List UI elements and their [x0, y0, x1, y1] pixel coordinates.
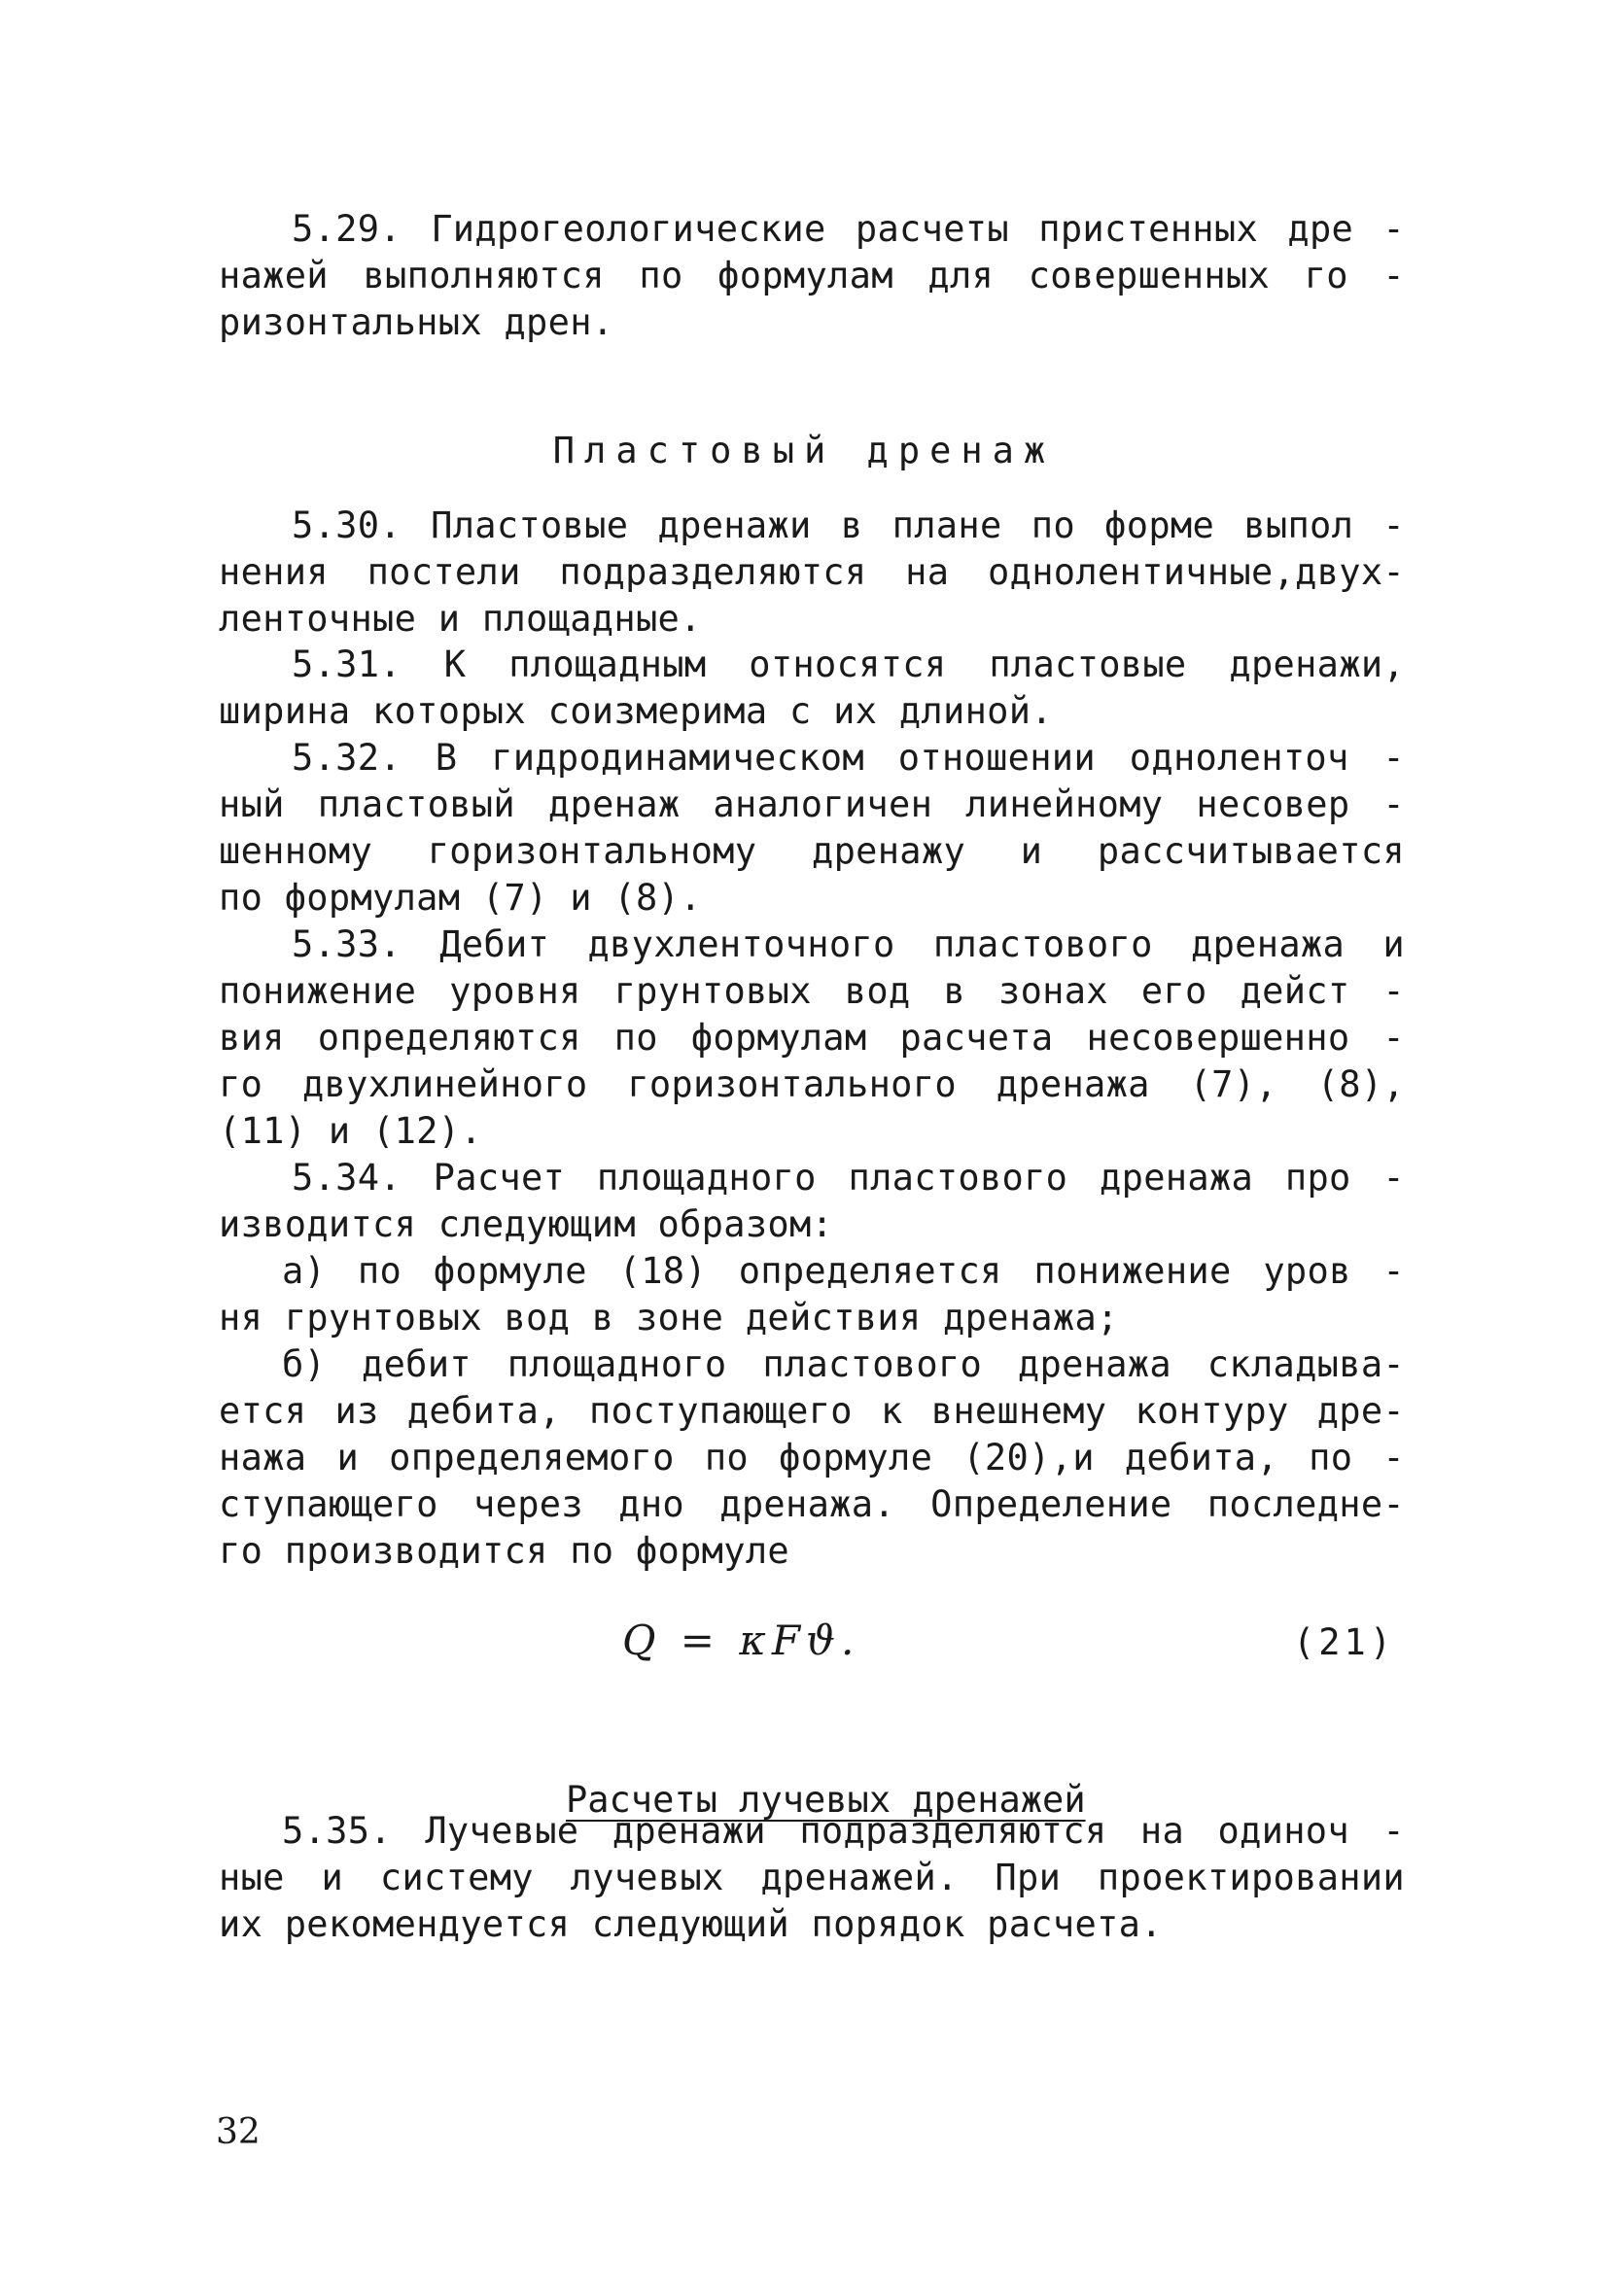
- p533-line-5: (11) и (12).: [219, 1110, 482, 1152]
- p533-line-4: го двухлинейного горизонтального дренажа (7), (8),: [219, 1063, 1405, 1105]
- p530-line-1: 5.30. Пластовые дренажи в плане по форме выпол -: [292, 504, 1405, 546]
- p534-item-b-line-1: б) дебит площадного пластового дренажа складыва-: [282, 1343, 1405, 1385]
- p533-line-3: вия определяются по формулам расчета несовершенно -: [219, 1017, 1405, 1059]
- p534-item-a-line-1: а) по формуле (18) определяется понижение уров -: [282, 1250, 1405, 1292]
- p535-line-1: 5.35. Лучевые дренажи подразделяются на одиноч -: [282, 1810, 1405, 1852]
- p530-line-3: ленточные и площадные.: [219, 598, 702, 640]
- section-heading-luch-text: Расчеты лучевых дренажей: [565, 1779, 1086, 1821]
- p535-line-3: их рекомендуется следующий порядок расчета.: [219, 1903, 1163, 1945]
- p532-line-2: ный пластовый дренаж аналогичен линейному несовер -: [219, 783, 1405, 825]
- p534-item-b-line-4: ступающего через дно дренажа. Определение последне-: [219, 1483, 1405, 1525]
- p534-item-b-line-3: нажа и определяемого по формуле (20),и дебита, по -: [219, 1437, 1405, 1478]
- page-number: 32: [216, 2112, 261, 2152]
- p531-line-1: 5.31. К площадным относятся пластовые дренажи,: [292, 644, 1405, 685]
- formula-21: Q = κFϑ.: [622, 1617, 860, 1664]
- p531-line-2: ширина которых соизмерима с их длиной.: [219, 690, 1053, 732]
- p532-line-4: по формулам (7) и (8).: [219, 877, 702, 919]
- p529-line-1: 5.29. Гидрогеологические расчеты пристенных дре -: [292, 208, 1405, 250]
- formula-number: (21): [1293, 1621, 1396, 1663]
- p532-line-1: 5.32. В гидродинамическом отношении одноленточ -: [292, 737, 1405, 779]
- p534-item-b-line-5: го производится по формуле: [219, 1530, 789, 1572]
- p532-line-3: шенному горизонтальному дренажу и рассчитывается: [219, 830, 1405, 872]
- p534-line-2: изводится следующим образом:: [219, 1203, 834, 1245]
- p534-item-b-line-2: ется из дебита, поступающего к внешнему контуру дре-: [219, 1390, 1405, 1432]
- p534-line-1: 5.34. Расчет площадного пластового дренажа про -: [292, 1157, 1405, 1199]
- p533-line-1: 5.33. Дебит двухленточного пластового дренажа и: [292, 923, 1405, 965]
- p533-line-2: понижение уровня грунтовых вод в зонах его дейст -: [219, 970, 1405, 1012]
- p535-line-2: ные и систему лучевых дренажей. При проектировании: [219, 1857, 1405, 1898]
- p529-line-3: ризонтальных дрен.: [219, 301, 614, 343]
- p534-item-a-line-2: ня грунтовых вод в зоне действия дренажа;: [219, 1297, 1119, 1339]
- p529-line-2: нажей выполняются по формулам для совершенных го -: [219, 255, 1405, 296]
- p530-line-2: нения постели подразделяются на однолентичные,двух-: [219, 551, 1405, 593]
- section-heading-plast: Пластовый дренаж: [552, 430, 1056, 471]
